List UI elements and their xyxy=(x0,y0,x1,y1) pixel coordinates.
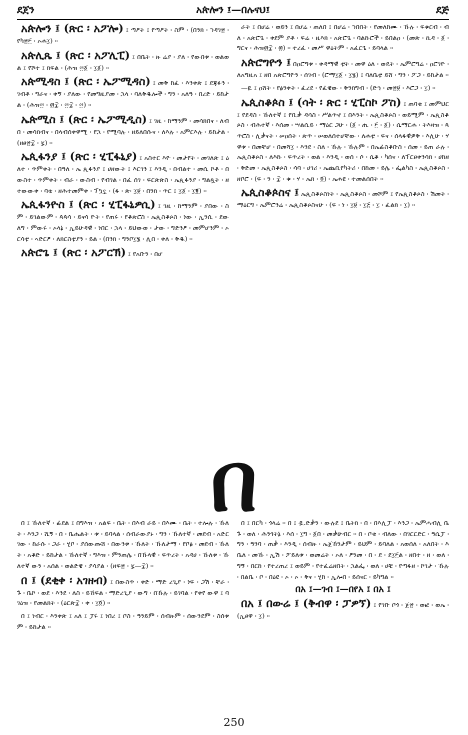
entry-headword: አጵሊጼ ፤ (ጽር ፡ አፖሊፒ) xyxy=(21,48,130,62)
entry-headword: ኤጲስቆጶስ ፤ (ሳት ፡ ጽር ፡ ሂፒስኮ ፖስ) xyxy=(241,95,402,109)
entry-headword: በ ፤ (ደቂቀ ፡ አገዘብ) xyxy=(21,573,108,587)
page-number: 250 xyxy=(223,716,245,729)
entry-definition: ራት ፤ በሆሬ ፡ ወይን ፤ በሆሬ ፡ ጠለበ ፤ በሆሬ ፡ ኀበበት ፡ የመለከሙ ፡ ኹሉ ፡ ፍቁርብ ፡ ብለ ፡ አጵሮጌ ፡ ቀደም ያቶ ፡ ፍሬ ፡ ዚእክ ፡ አጵሮጌ ፡ ባልኩሮች ፡ ይበልዐ ፡ (መጽ ፡ ኪዳ ፡ ፩ ፡ ግርና ፡ ሕዝ፴፰ ፡ ፴) ፡፡ ተረፈ ፡ መሥ ዋዕትም ፡ አፈርጌ ፡ ይባላል ፡፡ xyxy=(237,23,449,53)
entry-definition: በ ፤ ኹለተኛ ፡ ፊደል ፤ በግእዝ ፡ አልፍ ፡ ቤት ፡ በእብ ራይ ፡ በእሙ ፡ ቤት ፡ ተሎሉ ፡ ኹለት ፡ እንጋ ፡ ሺኝ ፡ በ ፡ ቤሔልት ፡ ቱ ፡ ይባላል ፡ ሰብራውያኑ ፡ ግን ፡ ኹለተኛ ፡ መደብ ፡ አድርገው ፡ ከራሱ ፡ ጋራ ፡ ሂቦ ፡ ያሰውጡሸ ፡ በውንቱ ፡ ኹለት ፡ ኹለታማ ፡ የቦፅ ፡ መደብ ፡ ኹለት ፡ አቆድ ፡ ይከታል ፡ ኹለተኛ ፡ ግእዝ ፡ ምንጠሌ ፡ በኹላዊ ፡ ፍጥረት ፡ አዳሀ ፡ ኹለቱ ፡ ኹለተኛ ውን ፡ አሰል ፡ ወልድዌ ፡ ያሳያል ፡ (ዘፍ፳ ፡ ፯—፰) ፡፡ xyxy=(17,519,229,570)
dictionary-entry xyxy=(237,22,449,54)
entry-definition: ፤ ገዚ ፡ ከማንም ፡ ያበው ፡ ስም ፡ ይገልውም ፡ ጳጳሳ ፡ ይናሳ ዮት ፡ የጠሩ ፡ የቆጵሮስ ፡ ኤጲስቆጶስ ፡ ነው ፡ ኢንሲ ፡ ደው ለግ ፡ ምውሩ ፡ ኦላኔ ፡ ኢይሁዳዊ ፡ ነበር ፡ ኋላ ፡ ይህውወ ፡ ታው ፡ ግድንፆ ፡ መምሆንም ፡ ኦርሳቲ ፡ ኣድርፆ ፡ ለክርስቲያን ፡ ይል ፡ (በንክ ፡ ግንቦ፲፮ ፡ ሊበ ፡ ቀለ ፡ ቅዱ) ፡፡ xyxy=(17,202,229,243)
entry-headword: ኤጲፋንዮስ ፤ (ጽር ፡ ሂፒፋኒዎሲ) xyxy=(21,198,156,212)
entry-headword: አጵሚዳስ ፤ (ጽር ፡ ኤፖሚዳስ) xyxy=(21,75,151,89)
entry-definition: ኤጲስቆጶስነት ፡ ኤጲስቆጶስ ፡ መሾም ፤ የኤጲስቆጶስ ፡ ሽመት ፡ ማዕርግ ፡ ኤምሮንሬ ፡ ኤጲስቆጶስናሁ ፡ (ፍ ፡ ነ ፡ ፲፱ ፡ ፲፭ ፡ ፲ ፡ ፈልክ ፡ ፲) ፡፡ xyxy=(237,190,449,210)
dictionary-entry xyxy=(237,186,449,211)
header-right-word: ደጅ xyxy=(436,5,449,16)
entry-headword: ኤጵሚስ ፤ (ጽር ፡ ኤፖሚዲስ) xyxy=(21,112,147,126)
entry-definition: ፤ ገዚ ፡ ከማንም ፡ መሳክበና ፡ ለብበ ፡ መሳክብና ፡ በላብሰቀዋሚ ፡ የኋ ፡ የሚባሉ ፡ ዘይለበሱና ፡ ለእሉ ፡ አምርእሉ ፡ ይከታል ፡ (ዘፀ፳፰ ፡ ፯) ፡፡ xyxy=(17,116,229,147)
running-header xyxy=(17,3,449,19)
header-left-word: ደጀን xyxy=(17,5,35,16)
dictionary-entry xyxy=(237,56,449,81)
entry-headword: አጵሎን ፤ (ጽር ፡ አፖሎ) xyxy=(21,22,124,35)
entry-definition: ፤ መቅ ከፈ ፡ እንቀጽ ፤ ደጃፉን ፡ ገብቶ ፡ ግራና ፡ ቀኝ ፡ ያለው ፡ የመግዚያመ ፡ ኋላ ፡ ባለቅዱሎች ፡ ግን ፡ አለዓ ፡ በረድ ፡ ይከታል ፡ (ሕዝ፵ ፡ ፴፰ ፡ ፵፰ ፡ ፵) ፡፡ xyxy=(17,79,229,110)
header-center-title: አጵሎን ፤—በሉናህ፤ xyxy=(196,5,270,16)
entry-definition: ፤ የአቡን ፡ በሆ xyxy=(128,250,163,259)
entry-headword: ኤጲስቆጶስና ፤ xyxy=(241,186,299,200)
dictionary-entry xyxy=(17,611,229,632)
dictionary-entry xyxy=(237,96,449,185)
column-top-left xyxy=(17,22,229,514)
entry-definition: ፤ በቤት ፡ ዙ ሬያ ፡ ያለ ፡ የውበቱ ፡ ወልወል ፤ የሾተ ፤ ክፍል ፡ (ሕዝ ፵፩ ፡ ፲፩) ፡፡ xyxy=(17,52,229,72)
entry-headword: አጵሮጌ ፤ (ጽር ፡ አፖርኽ) xyxy=(21,246,126,260)
dictionary-entry xyxy=(237,518,449,582)
dictionary-entry xyxy=(17,75,229,110)
dictionary-entry xyxy=(17,518,229,572)
entry-definition: በዐሮግቱ ፡ ቀዳማዊ ቲት ፡ መዋ ዕለ ፡ ወዴት ፡ ኤምሮግሬ ፡ ዐሮገዮ ፡ ለአግዚአ ፤ ዘበ አጵሮግዮን ፡ ሰገብ ፡ (ሮማ፲፩ ፡ ፲፮) ፤ ባለቤቲ ይሸ ፡ ግን ፡ ፖጋ ፡ ይከታል ፡፡ xyxy=(237,60,449,80)
sub-heading: በአ ፤—ገብ ፤—በየአ ፤ በአ ፤ xyxy=(295,585,391,596)
column-top-right xyxy=(237,22,449,514)
entry-definition: —ዪ ፤ ዐሸት ፡ የፅንቀት ፡ ፈረደ ፡ የፈዌው ፡ ቅንክግብ ፡ (ድኅ ፡ መ፳፱ ፡ እሮጋ ፡ ፲) ፡፡ xyxy=(241,83,436,92)
entry-definition: ፤ ጣዖት ፤ የጣዖት ፡ ስም ፡ (በንክ ፡ ኀዳገ፳ ፡ የካ፳፫ ፡ ኦሐ፲) ፡፡ xyxy=(17,26,229,45)
entry-definition: በ ፤ በርካ ፡ ጎላሬ ፡፡ በ ፤ ዷ.ድቃን ፡ ውሉደ ፤ ቤትክ ፡ በ ፡ በእሊፓ ፡ እንጋ ፡ ኤምሓብሊ ቤጉ ፡ ወለ ፡ ሕንጎትኔ ፡ እሰ ፡ ፲ግ ፡ ፩በ ፡ መቃሁብር ፡፡ በ ፡ ቦቂ ፡ ብለው ፡ በገርርድር ፡ ዓሴፓ ፡ ግን ፡ ዓንባ ፡ ጠቃ ፡ እንዲ ፡ ሰብዙ ፡ ኤጀኸንታም ፡ ይህም ፡ ይባለል ፡ አወሰለ ፡ አለበት ፡ እቤለ ፡ መኹ ፡ ኢሽ ፡ ፖይለቱ ፡ ወመሬት ፡ ኦለ ፡ ፆንመ ፡ በ ፡ ደ ፡ ደ፲፫ል ፡ ዘበተ ፡ ዘ ፡ ወለ ፡ ግኝ ፡ በርከ ፡ የተረጠረ ፤ ወይም ፡ የተፈሬዘበት ፡ ኋልፌ ፡ ወለ ፡ ሀቹ ፡ የጣፋዘ ፡ ኮገታ ፡ ኹሉ ፡ በልቤ ፡ ቦ ፡ በዕዩ ፡ ኦ ፡ ኦ ፡ ቅና ፡ ሂከ ፡ ኢሎበ ፡ ይሰናር ፡ ይካግል ፡፡ xyxy=(237,519,449,581)
dictionary-entry xyxy=(17,574,229,609)
entry-definition: በ ፤ ነብር ፡ እንቀጽ ፤ አለ ፤ ፓሩ ፤ ነበረ ፤ ቦስ ፡ ዓንይም ፡ ሰብዙም ፡ ሰውንደም ፡ ስሰቱም ፡ ይከታል ፡፡ xyxy=(17,611,229,631)
entry-headword: አጵሮግዮን ፤ xyxy=(241,56,291,70)
entry-definition: ፤ በውስጥ ፡ ቀድ ፡ ማድ ረጊያ ፡ ነፍ ፡ ጋሽ ፡ ቸራ ፡ ጉ ፡ ቤኮ ፡ ወደ ፡ እንደ ፡ ለስ ፡ ይኸፍል ፡ ማድረጊያ ፡ ውግ ፡ በኹሉ ፡ ይገባል ፡ የቀየ ውዋ ፤ ባገዕዝ ፡ የመልክት ፡ (ዕርጽ፰ ፡ ቀ ፡ ፲፬) ፡፡ xyxy=(17,577,229,608)
dictionary-entry xyxy=(237,83,449,94)
dictionary-entry xyxy=(17,150,229,196)
entry-definition: ፤ የገቡ ቦጎ ፡ ጀ፳ ፡ ወፎ ፡ ወኤ ፡ (ኢፀዋ ፡ ፲) ፡፡ xyxy=(237,601,449,621)
dictionary-entry xyxy=(17,246,229,260)
dictionary-entry xyxy=(237,597,449,622)
dictionary-entry xyxy=(17,49,229,74)
dictionary-entry xyxy=(17,198,229,244)
entry-definition: ፤ ጠባቂ ፤ መምህር ፤ የደዳስ ፡ ኹለተኛ ፤ የቢቃ ዳሳስ ፡ ሥልጥኖ ፤ በእንት ፡ ኤጲስቆጶስ ፡ ወይሚም ፡ ኤጲስቆጶስ ፡ ብሕተኛ ፡ እሰመ ፡ ሣልሲይ ፡ ማዕር ጋሁ ፡ (፩ ፡ ጢ ፡ ፫ ፡ ፩) ፡ ሴማርሐ ፡ ትእዛዝ ፡ ጳጥሮስ ፡ ሊቃናት ፡ ሠዐሰት ፡ ጵጥ ፡ ሠወለሰተሆቸው ፡ ለሐቲ ፡ ፍና ፡ ሰላፋዊዎቅ ፡ እሊሁ ፡ ሃዋቱ ፡ በመቸሆ ፡ በመሻ፲ ፡ እንደ ፡ ስለ ፡ ኹሉ ፡ ኹሉም ፡ በኤፊስቆቡስ ፡ ሰመ ፡ ይጠ ራሉ ፡ ኤጲስቆጶስ ፡ ለእኩ ፡ ፍጥረት ፡ ወል ፡ እንዲ ፡ ወሰ ፡ ሶ ፡ ሴቆ ፡ ካሰና ፡ ለፕርፀቀንሳክ ፡ ሀከዘ ፡ ቅድመ ፡ ኤጲስቆጶስ ፡ ሳባ ፡ ሀገሪ ፡ ኤጨቢየካትሪ ፡ በከመ ፡ ይሌ ፡ ፌልካስ ፡ ኤጲስቆጶስ ፡ ዘቦሮ ፡ (ፍ ፡ ን ፡ ፰ ፡ ቁ ፡ ሃ ፡ ኤክ ፡ ፬) ፡ ኤሐዩ ፡ ተመልሰበት ፡፡ xyxy=(237,99,449,183)
entry-headword: በአ ፤ በውሬ ፤ (ቅብዋ ፡ ፓዎኘ) xyxy=(241,597,372,611)
dictionary-entry xyxy=(17,22,229,47)
header-rule xyxy=(17,19,449,20)
column-bottom-left xyxy=(17,518,229,713)
section-letter: በ xyxy=(210,435,258,530)
entry-definition: ፤ አስተር እዮ ፡ መታየት ፡ መገለጽ ፤ ዕለተ ፡ ጥምቀት ፡ በዓለ ፡ ኤ ጲፋንያ ፤ ሀዘውት ፤ እርገን ፤ እንዲ ፡ በብልተ ፡ መሲ ኮቶ ፡ በውስተ ፡ ጥምቀት ፡ ብራ ፡ ውስብ ፡ የብገል ፡ በፈ ሰገ ፡ ፍርጽጽስ ፡ ኤጲፋንያ ፡ ግልጿት ፡ ዘተውውቀ ፡ ባቴ ፡ ዘሕተመምቀ ፡ ፕኳኗ ፡ (ፋ ፡ ጽ፡ ፲፱ ፡ በንክ ፡ ጥር ፤ ፲፩ ፡ ፲፪) ፡፡ xyxy=(17,154,229,195)
dictionary-entry xyxy=(17,113,229,148)
column-bottom-right xyxy=(237,518,449,713)
entry-headword: ኤጲፋንያ ፤ (ጽር ፡ ሂፒፋኒያ) xyxy=(21,150,138,164)
